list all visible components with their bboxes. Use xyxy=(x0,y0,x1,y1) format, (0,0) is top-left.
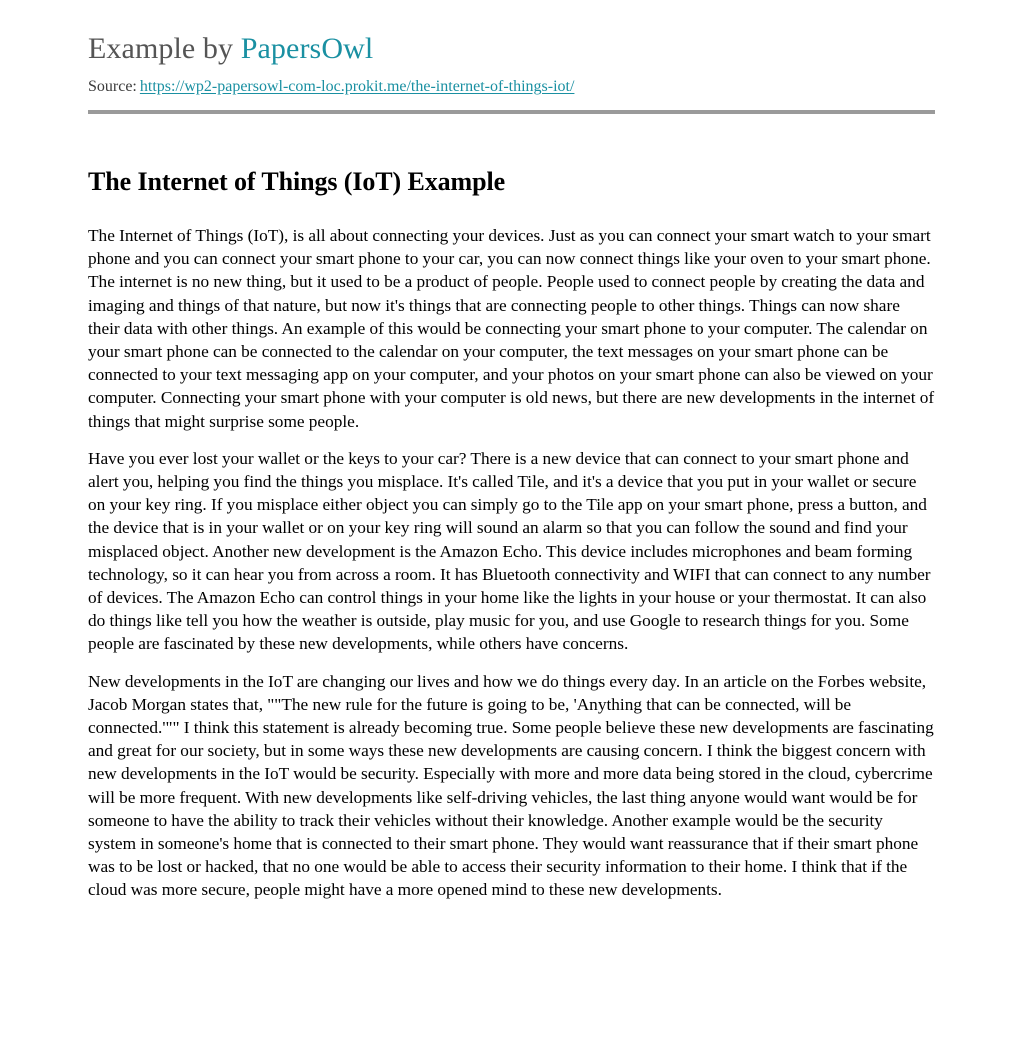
brand-heading xyxy=(88,31,935,67)
source-label: Source: xyxy=(88,78,137,95)
document-content xyxy=(88,0,935,902)
brand-name-text: PapersOwl xyxy=(240,32,374,65)
brand-prefix-text: Example by xyxy=(88,32,241,65)
header-divider xyxy=(88,110,935,114)
article-paragraph: The Internet of Things (IoT), is all about connecting your devices. Just as you can connect your smart watch to your smart phone and you can connect your smart phone to your car, you can now connect things like your oven to your smart phone. The internet is no new thing, but it used to be a product of people. People used to connect people by creating the data and imaging and things of that nature, but now it's things that are connecting people to other things. Things can now share their data with other things. An example of this would be connecting your smart phone to your computer. The calendar on your smart phone can be connected to the calendar on your computer, the text messages on your smart phone can be connected to your text messaging app on your computer, and your photos on your smart phone can also be viewed on your computer. Connecting your smart phone with your computer is old news, but there are new developments in the internet of things that might surprise some people. xyxy=(88,226,935,431)
source-url-link[interactable]: https://wp2-papersowl-com-loc.prokit.me/the-internet-of-things-iot/ xyxy=(139,78,575,95)
article-title: The Internet of Things (IoT) Example xyxy=(88,167,506,196)
article-paragraph: Have you ever lost your wallet or the keys to your car? There is a new device that can connect to your smart phone and alert you, helping you find the things you misplace. It's called Tile, and it's a device that you put in your wallet or secure on your key ring. If you misplace either object you can simply go to the Tile app on your smart phone, press a button, and the device that is in your wallet or on your key ring will sound an alarm so that you can follow the sound and find your misplaced object. Another new development is the Amazon Echo. This device includes microphones and beam forming technology, so it can hear you from across a room. It has Bluetooth connectivity and WIFI that can connect to any number of devices. The Amazon Echo can control things in your home like the lights in your house or your thermostat. It can also do things like tell you how the weather is outside, play music for you, and use Google to research things for you. Some people are fascinated by these new developments, while others have concerns. xyxy=(88,448,931,654)
article-paragraph: New developments in the IoT are changing our lives and how we do things every day. In an article on the Forbes website, Jacob Morgan states that, ""The new rule for the future is going to be, 'Anything that can be connected, will be connected.'"" I think this statement is already becoming true. Some people believe these new developments are fascinating and great for our society, but in some ways these new developments are causing concern. I think the biggest concern with new developments in the IoT would be security. Especially with more and more data being stored in the cloud, cybercrime will be more frequent. With new developments like self-driving vehicles, the last thing anyone would want would be for someone to have the ability to track their vehicles without their knowledge. Another example would be the security system in someone's home that is connected to their smart phone. They would want reassurance that if their smart phone was to be lost or hacked, that no one would be able to access their security information to their home. I think that if the cloud was more secure, people might have a more opened mind to these new developments. xyxy=(88,671,934,900)
article-body xyxy=(88,166,935,902)
source-line xyxy=(88,77,935,97)
